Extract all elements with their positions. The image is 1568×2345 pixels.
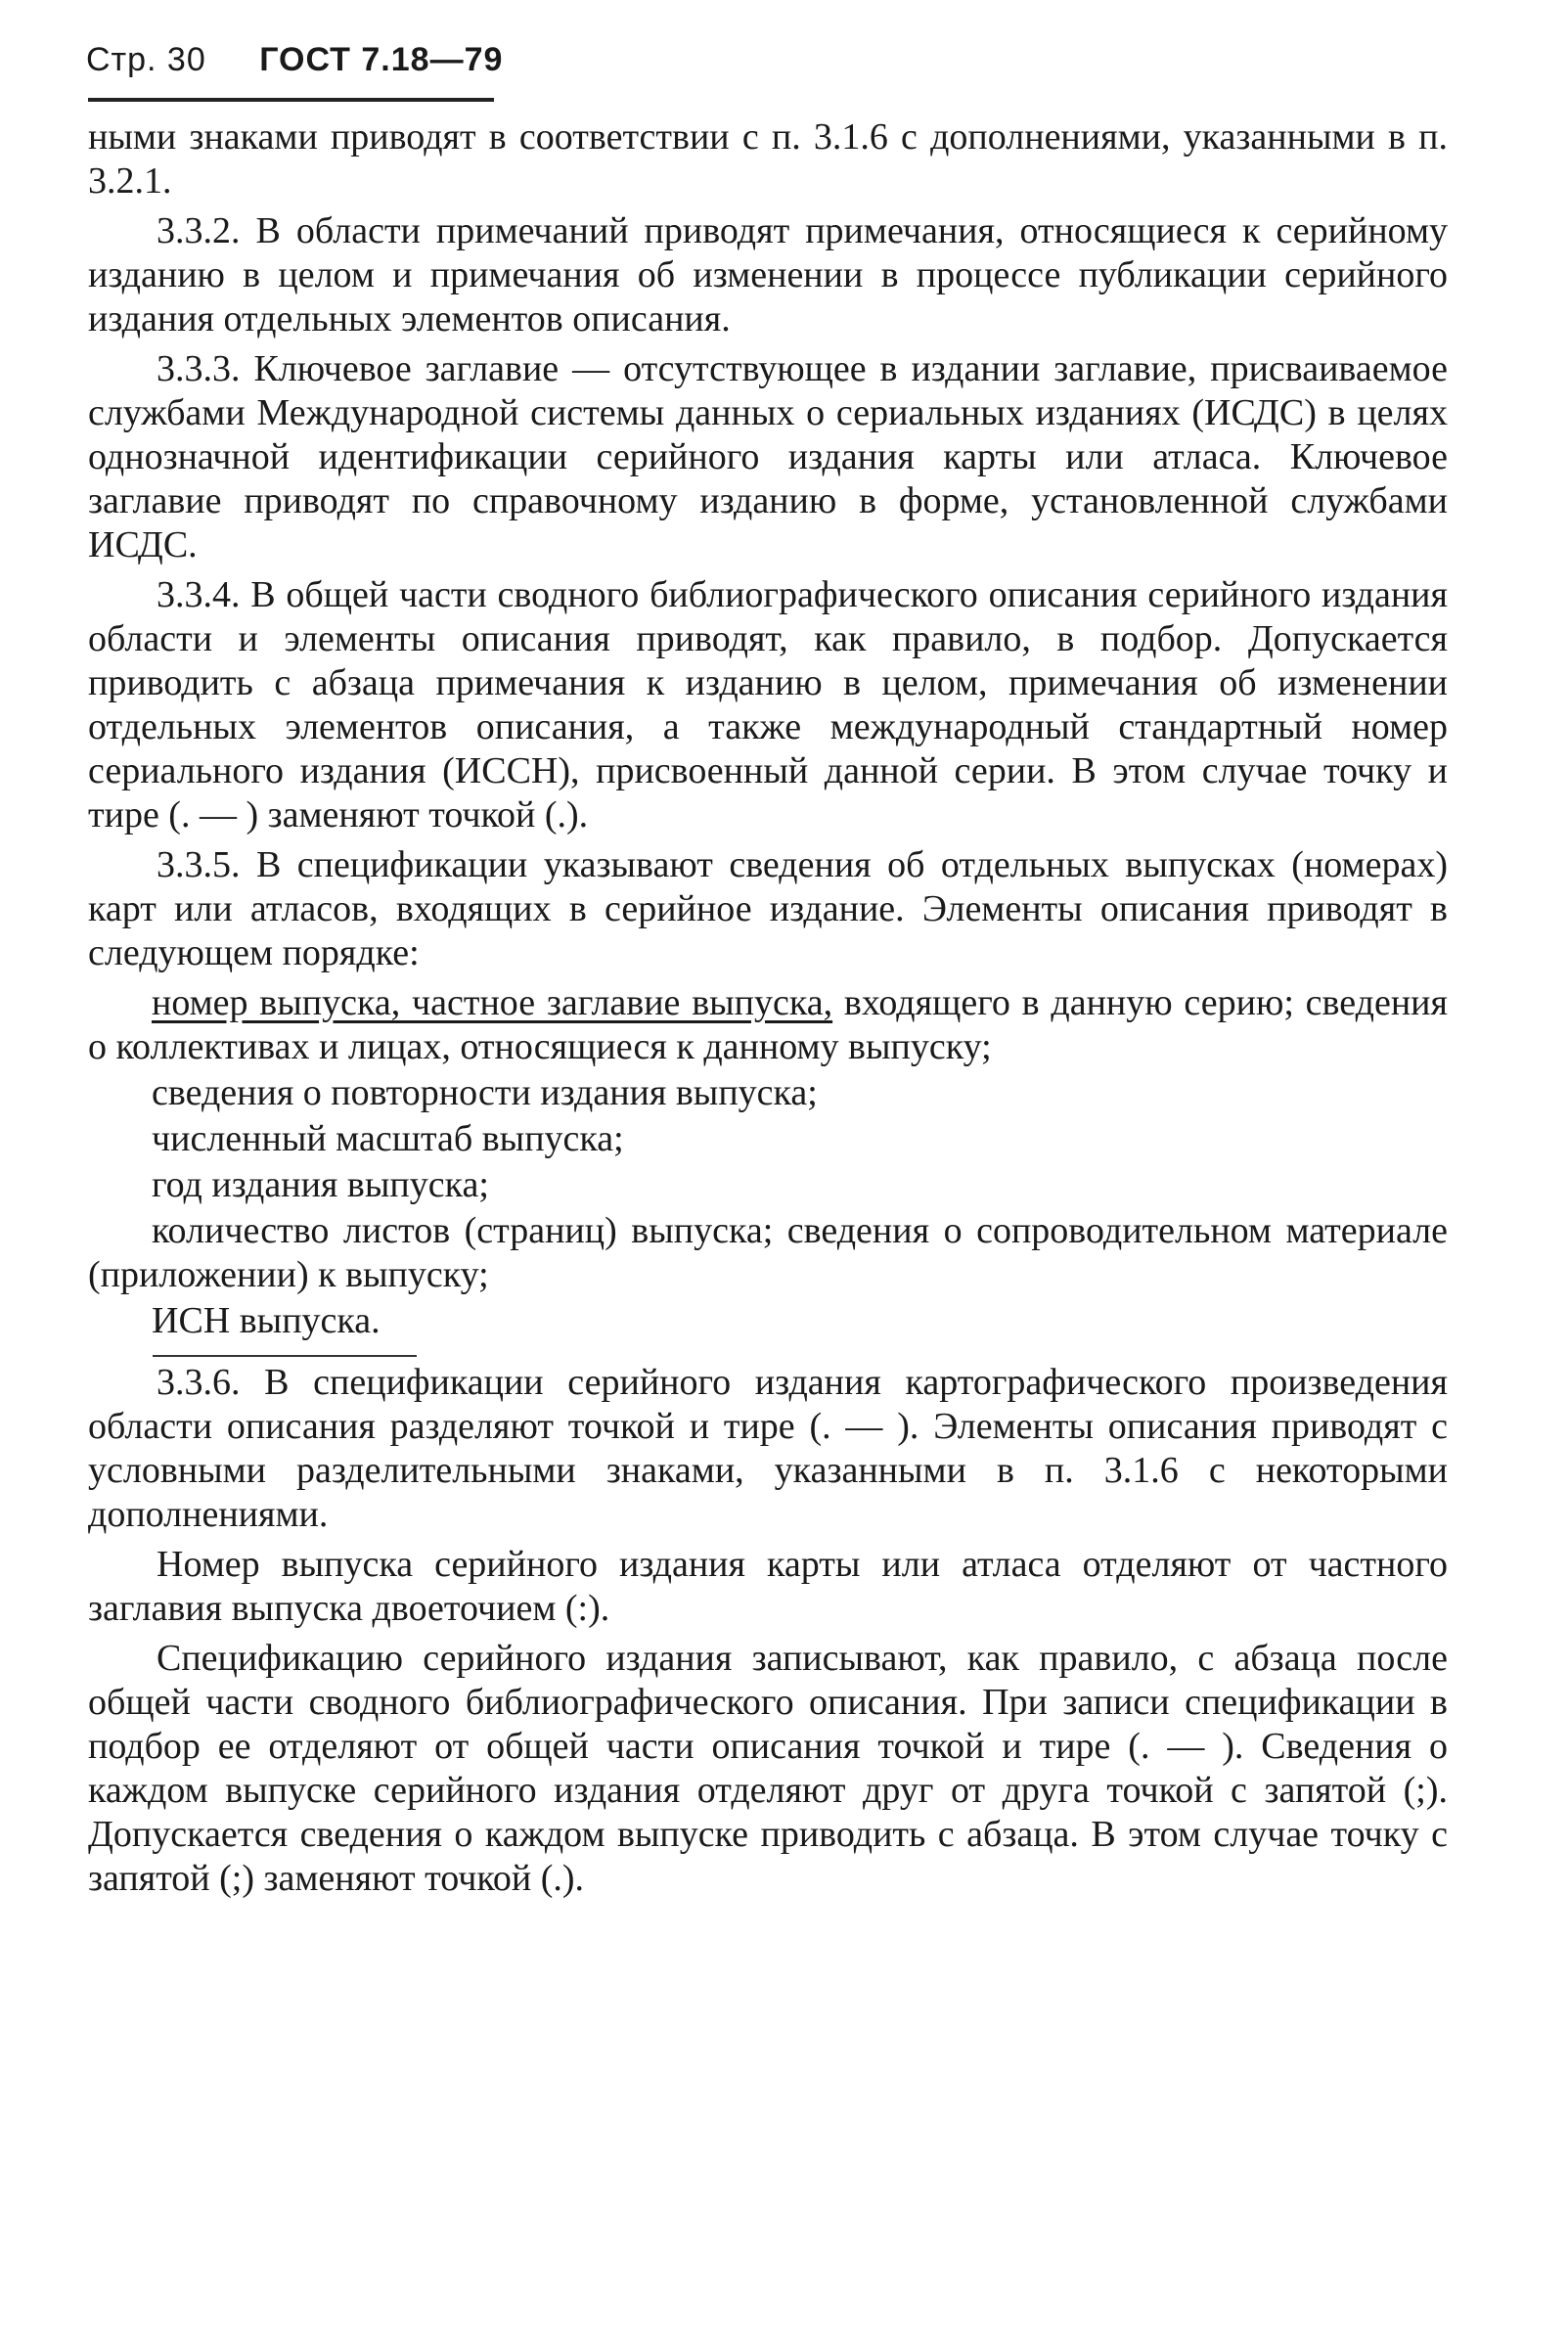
paragraph-3-3-3: 3.3.3. Ключевое заглавие — отсутствующее в издании заглавие, присваиваемое службами Международной системы данных о сериальных изданиях (ИСДС) в целях однозначной идентификации серийного издания карты или атласа. Ключевое заглавие приводят по справочному изданию в форме, установленной службами ИСДС. xyxy=(88,348,1448,565)
list-item-issue-number xyxy=(88,981,1448,1069)
list-item-isn: ИСН выпуска. xyxy=(152,1300,381,1341)
document-designation: ГОСТ 7.18—79 xyxy=(259,41,504,78)
underlined-elements: номер выпуска, частное заглавие выпуска, xyxy=(152,982,833,1023)
header-divider xyxy=(88,98,494,102)
list-item-scale: численный масштаб выпуска; xyxy=(152,1118,624,1159)
paragraph-3-3-5: 3.3.5. В спецификации указывают сведения об отдельных выпусках (номерах) карт или атласов, входящих в серийное издание. Элементы описания приводят в следующем порядке: xyxy=(88,844,1448,973)
list-item-year: год издания выпуска; xyxy=(152,1164,489,1205)
paragraph-issue-number: Номер выпуска серийного издания карты или атласа отделяют от частного заглавия выпуска двоеточием (:). xyxy=(88,1544,1448,1629)
paragraph-3-3-6: 3.3.6. В спецификации серийного издания картографического произведения области описания разделяют точкой и тире (. — ). Элементы описания приводят с условными разделительными знаками, указанными в п. 3.1.6 с некоторыми дополнениями. xyxy=(88,1362,1448,1535)
paragraph-3-3-4: 3.3.4. В общей части сводного библиографического описания серийного издания области и элементы описания приводят, как правило, в подбор. Допускается приводить с абзаца примечания к изданию в целом, примечания об изменении отдельных элементов описания, а также международный стандартный номер сериального издания (ИССН), присвоенный данной серии. В этом случае точку и тире (. — ) заменяют точкой (.). xyxy=(88,574,1448,835)
paragraph-3-3-2: 3.3.2. В области примечаний приводят примечания, относящиеся к серийному изданию в целом и примечания об изменении в процессе публикации серийного издания отдельных элементов описания. xyxy=(88,210,1448,339)
list-item-sheets: количество листов (страниц) выпуска; сведения о сопроводительном материале (приложении) к выпуску; xyxy=(88,1210,1448,1295)
paragraph-specification: Спецификацию серийного издания записывают, как правило, с абзаца после общей части сводного библиографического описания. При записи спецификации в подбор ее отделяют от общей части описания точкой и тире (. — ). Сведения о каждом выпуске серийного издания отделяют друг от друга точкой с запятой (;). Допускается сведения о каждом выпуске приводить с абзаца. В этом случае точку с запятой (;) заменяют точкой (.). xyxy=(88,1638,1448,1899)
paragraph-continuation: ными знаками приводят в соответствии с п. 3.1.6 с дополнениями, указанными в п. 3.2.1. xyxy=(88,116,1448,202)
body-text xyxy=(88,115,1448,1907)
list-item-text: входящего в данную серию; сведения о коллективах и лицах, относящиеся к данному выпуску; xyxy=(88,982,1448,1067)
list-item-edition: сведения о повторности издания выпуска; xyxy=(152,1072,818,1113)
section-divider xyxy=(153,1355,417,1357)
page-header xyxy=(86,41,503,79)
page-number: Стр. 30 xyxy=(86,41,206,78)
